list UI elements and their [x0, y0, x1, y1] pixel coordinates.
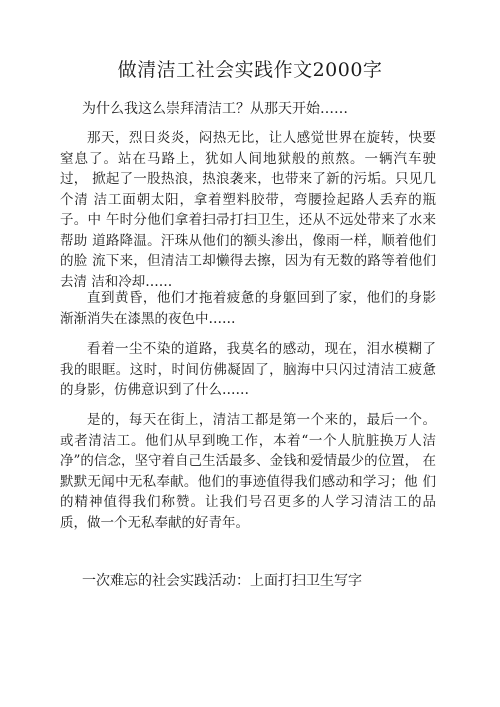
- paragraph-1: 那天，烈日炎炎，闷热无比，让人感觉世界在旋转，快要 窒息了。站在马路上，犹如人间地狱般的煎熬。一辆汽车驶过， 掀起了一股热浪，热浪袭来，也带来了新的污垢。只见几个清 洁工面朝太阳，拿着塑料胶带，弯腰捡起路人丢弃的瓶子。中 午时分他们拿着扫帚打扫卫生，还从不远处带来了水来帮助 道路降温。汗珠从他们的额头渗出，像雨一样，顺着他们的脸 流下来，但清洁工却懒得去擦，因为有无数的路等着他们去清 洁和冷却……: [60, 130, 436, 290]
- paragraph-3: 看着一尘不染的道路，我莫名的感动，现在，泪水模糊了 我的眼眶。这时，时间仿佛凝固了，脑海中只闪过清洁工疲惫 的身影，仿佛意识到了什么……: [60, 341, 436, 398]
- paragraph-4: 是的，每天在街上，清洁工都是第一个来的，最后一个。 或者清洁工。他们从早到晚工作，本着“一个人肮脏换万人洁 净”的信念，坚守着自己生活最多、金钱和爱情最少的位置， 在默默无闻中无私奉献。他们的事迹值得我们感动和学习；他 们的精神值得我们称赞。让我们号召更多的人学习清洁工的品 质，做一个无私奉献的好青年。: [60, 412, 436, 531]
- document-title: 做清洁工社会实践作文2000字: [117, 59, 383, 81]
- paragraph-2: 直到黄昏，他们才拖着疲惫的身躯回到了家，他们的身影 渐渐消失在漆黑的夜色中……: [60, 290, 436, 327]
- footer-line: 一次难忘的社会实践活动：上面打扫卫生写字: [82, 573, 362, 589]
- intro-line: 为什么我这么崇拜清洁工？从那天开始……: [82, 101, 348, 117]
